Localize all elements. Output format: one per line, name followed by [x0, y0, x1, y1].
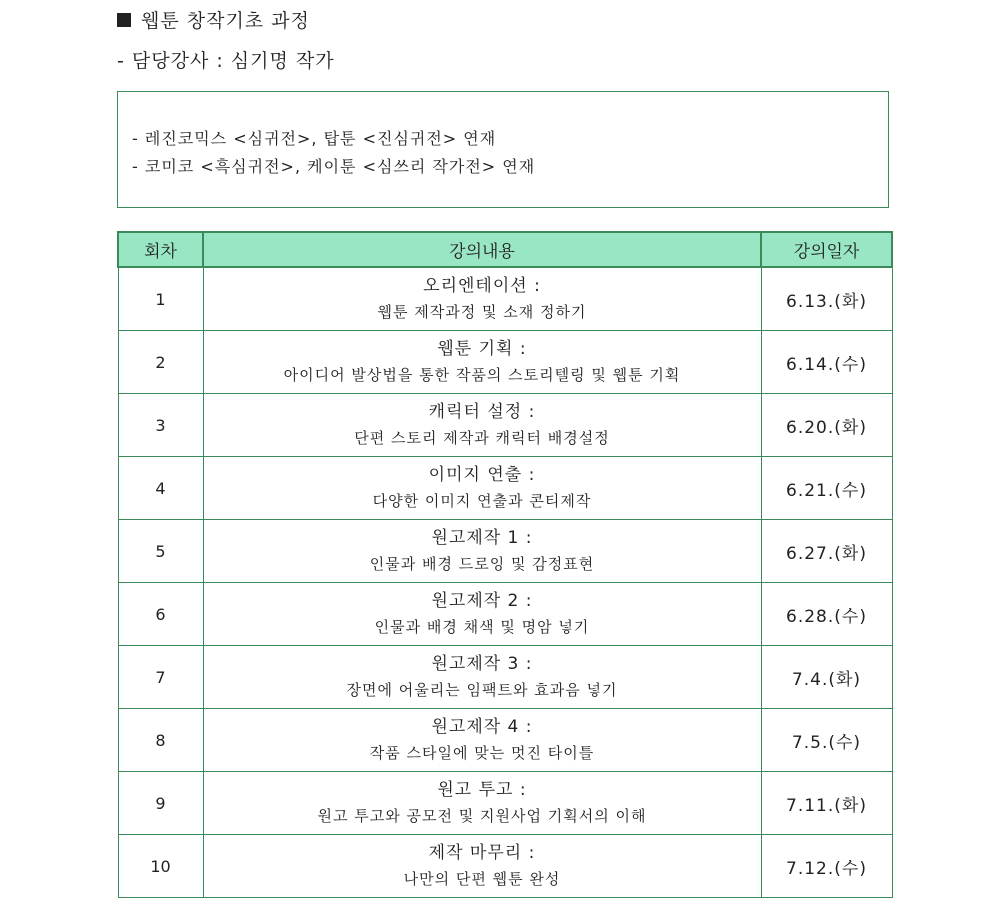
table-row	[118, 267, 892, 331]
lecture-topic: 원고제작 3 :	[431, 654, 533, 674]
header-session-no: 회차	[118, 232, 203, 267]
session-number: 2	[118, 331, 203, 394]
lecture-content	[203, 583, 761, 646]
lecture-detail: 인물과 배경 채색 및 명암 넣기	[374, 618, 590, 636]
lecture-detail: 인물과 배경 드로잉 및 감정표현	[369, 555, 595, 573]
lecture-date: 7.12.(수)	[761, 835, 892, 898]
session-number: 7	[118, 646, 203, 709]
table-header-row	[118, 232, 892, 267]
lecture-topic: 웹툰 기획 :	[437, 339, 527, 359]
table-row	[118, 709, 892, 772]
session-number: 3	[118, 394, 203, 457]
table-row	[118, 520, 892, 583]
header-lecture-date: 강의일자	[761, 232, 892, 267]
lecture-date: 7.4.(화)	[761, 646, 892, 709]
schedule-table	[117, 231, 893, 898]
lecture-content	[203, 331, 761, 394]
session-number: 4	[118, 457, 203, 520]
lecture-content	[203, 646, 761, 709]
lecture-content	[203, 709, 761, 772]
table-row	[118, 835, 892, 898]
lecture-topic: 캐릭터 설정 :	[428, 402, 536, 422]
square-bullet-icon	[117, 13, 131, 27]
lecture-detail: 원고 투고와 공모전 및 지원사업 기획서의 이해	[317, 807, 647, 825]
lecture-topic: 원고 투고 :	[437, 780, 527, 800]
table-row	[118, 583, 892, 646]
course-title-text: 웹툰 창작기초 과정	[141, 10, 310, 32]
lecture-content	[203, 457, 761, 520]
instructor-bio-box	[117, 91, 889, 208]
lecture-detail: 단편 스토리 제작과 캐릭터 배경설정	[354, 429, 610, 447]
lecture-detail: 웹툰 제작과정 및 소재 정하기	[377, 303, 587, 321]
lecture-date: 6.21.(수)	[761, 457, 892, 520]
lecture-detail: 다양한 이미지 연출과 콘티제작	[372, 492, 592, 510]
lecture-date: 6.27.(화)	[761, 520, 892, 583]
lecture-topic: 오리엔테이션 :	[423, 276, 541, 296]
lecture-date: 6.14.(수)	[761, 331, 892, 394]
lecture-detail: 나만의 단편 웹툰 완성	[403, 870, 561, 888]
lecture-date: 6.13.(화)	[761, 267, 892, 331]
table-row	[118, 331, 892, 394]
session-number: 5	[118, 520, 203, 583]
lecture-date: 6.28.(수)	[761, 583, 892, 646]
lecture-content	[203, 772, 761, 835]
lecture-date: 6.20.(화)	[761, 394, 892, 457]
session-number: 10	[118, 835, 203, 898]
lecture-detail: 아이디어 발상법을 통한 작품의 스토리텔링 및 웹툰 기획	[283, 366, 681, 384]
lecture-date: 7.5.(수)	[761, 709, 892, 772]
table-row	[118, 646, 892, 709]
lecture-topic: 이미지 연출 :	[428, 465, 536, 485]
lecture-content	[203, 267, 761, 331]
lecture-detail: 작품 스타일에 맞는 멋진 타이틀	[369, 744, 595, 762]
session-number: 1	[118, 267, 203, 331]
table-row	[118, 457, 892, 520]
table-row	[118, 394, 892, 457]
lecture-topic: 원고제작 1 :	[431, 528, 533, 548]
lecture-topic: 제작 마무리 :	[428, 843, 536, 863]
lecture-detail: 장면에 어울리는 임팩트와 효과음 넣기	[346, 681, 618, 699]
session-number: 9	[118, 772, 203, 835]
bio-line: - 코미코 <흑심귀전>, 케이툰 <심쓰리 작가전> 연재	[132, 157, 536, 176]
session-number: 8	[118, 709, 203, 772]
lecture-content	[203, 835, 761, 898]
lecture-topic: 원고제작 4 :	[431, 717, 533, 737]
lecture-date: 7.11.(화)	[761, 772, 892, 835]
instructor-line: - 담당강사 : 심기명 작가	[117, 50, 335, 72]
bio-line: - 레진코믹스 <심귀전>, 탑툰 <진심귀전> 연재	[132, 129, 497, 148]
table-row	[118, 772, 892, 835]
lecture-content	[203, 520, 761, 583]
header-lecture-content: 강의내용	[203, 232, 761, 267]
session-number: 6	[118, 583, 203, 646]
course-title	[117, 6, 310, 33]
lecture-content	[203, 394, 761, 457]
lecture-topic: 원고제작 2 :	[431, 591, 533, 611]
